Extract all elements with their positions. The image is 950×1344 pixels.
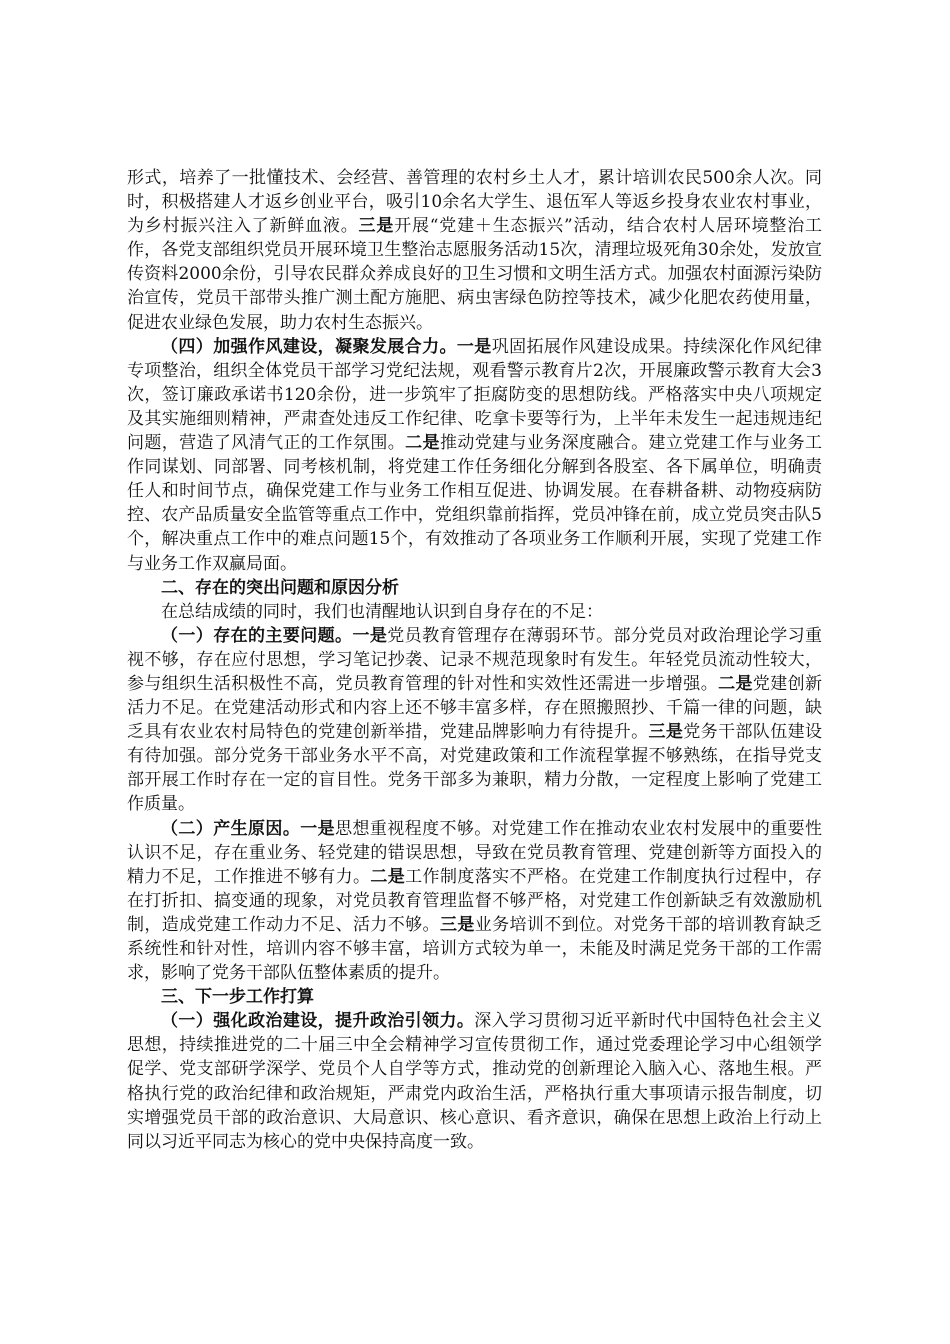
paragraph-text: 形式，培养了一批懂技术、会经营、善管理的农村乡土人才，累计培训农民500余人次。同时，积极搭建人才返乡创业平台，吸引10余名大学生、退伍军人等返乡投身农业农村事业，为乡村振兴注入了新鲜血液。 xyxy=(127,168,822,237)
paragraph-main-problems xyxy=(127,624,822,817)
section-lead: （二）产生原因。 xyxy=(161,818,301,839)
section-lead: （四）加强作风建设，凝聚发展合力。 xyxy=(161,336,457,357)
paragraph-text: 推动党建与业务深度融合。建立党建工作与业务工作同谋划、同部署、同考核机制，将党建工作任务细化分解到各股室、各下属单位，明确责任人和时间节点，确保党建工作与业务工作相互促进、协调发展。在春耕备耕、动物疫病防控、农产品质量安全监管等重点工作中，党组织靠前指挥，党员冲锋在前，成立党员突击队5个，解决重点工作中的难点问题15个，有效推动了各项业务工作顺利开展，实现了党建工作与业务工作双赢局面。 xyxy=(127,433,823,574)
paragraph-text: 党员教育管理存在薄弱环节。部分党员对政治理论学习重视不够，存在应付思想，学习笔记抄袭、记录不规范现象时有发生。年轻党员流动性较大，参与组织生活积极性不高，党员教育管理的针对性和实效性还需进一步增强。 xyxy=(127,625,823,694)
emphasis-label: 一是 xyxy=(352,625,388,646)
paragraph-intro: 在总结成绩的同时，我们也清醒地认识到自身存在的不足： xyxy=(161,601,603,622)
section-heading-problems: 二、存在的突出问题和原因分析 xyxy=(161,577,399,598)
section-heading-next-steps: 三、下一步工作打算 xyxy=(161,987,314,1008)
paragraph-text: 深入学习贯彻习近平新时代中国特色社会主义思想，持续推进党的二十届三中全会精神学习宣传贯彻工作，通过党委理论学习中心组领学促学、党支部研学深学、党员个人自学等方式，推动党的创新理论入脑入心、落地生根。严格执行党的政治纪律和政治规矩，严肃党内政治生活，严格执行重大事项请示报告制度，切实增强党员干部的政治意识、大局意识、核心意识、看齐意识，确保在思想上政治上行动上同以习近平同志为核心的党中央保持高度一致。 xyxy=(127,1011,822,1152)
emphasis-label: 二是 xyxy=(718,673,753,694)
emphasis-label: 一是 xyxy=(456,336,492,357)
emphasis-label: 二是 xyxy=(370,866,406,887)
paragraph-text: 思想重视程度不够。对党建工作在推动农业农村发展中的重要性认识不足，存在重业务、轻党建的错误思想，导致在党员教育管理、党建创新等方面投入的精力不足，工作推进不够有力。 xyxy=(127,818,823,887)
paragraph-text: 工作制度落实不严格。在党建工作制度执行过程中，存在打折扣、搞变通的现象，对党员教育管理监督不够严格，对党建工作创新缺乏有效激励机制，造成党建工作动力不足、活力不够。 xyxy=(127,866,823,935)
paragraph-text: 党务干部队伍建设有待加强。部分党务干部业务水平不高，对党建政策和工作流程掌握不够熟练，在指导党支部开展工作时存在一定的盲目性。党务干部多为兼职，精力分散，一定程度上影响了党建工作质量。 xyxy=(127,722,823,815)
emphasis-label: 三是 xyxy=(439,914,475,935)
emphasis-label: 一是 xyxy=(300,818,336,839)
paragraph-political-building xyxy=(127,1009,822,1154)
paragraph-talent-ecology xyxy=(127,166,822,335)
paragraph-causes xyxy=(127,817,822,986)
document-page xyxy=(127,166,822,1154)
section-lead: （一）强化政治建设，提升政治引领力。 xyxy=(161,1011,475,1032)
paragraph-text: 党建创新活力不足。在党建活动形式和内容上还不够丰富多样，存在照搬照抄、千篇一律的问题，缺乏具有农业农村局特色的党建创新举措，党建品牌影响力有待提升。 xyxy=(127,673,823,743)
emphasis-label: 三是 xyxy=(358,216,395,237)
emphasis-label: 三是 xyxy=(648,722,684,743)
paragraph-work-style xyxy=(127,335,822,576)
paragraph-text: 巩固拓展作风建设成果。持续深化作风纪律专项整治，组织全体党员干部学习党纪法规，观看警示教育片2次，开展廉政警示教育大会3次，签订廉政承诺书120余份，进一步筑牢了拒腐防变的思想防线。严格落实中央八项规定及其实施细则精神，严肃查处违反工作纪律、吃拿卡要等行为，上半年未发生一起违规违纪问题，营造了风清气正的工作氛围。 xyxy=(127,336,823,454)
paragraph-text: 开展“党建＋生态振兴”活动，结合农村人居环境整治工作，各党支部组织党员开展环境卫生整治志愿服务活动15次，清理垃圾死角30余处，发放宣传资料2000余份，引导农民群众养成良好的卫生习惯和文明生活方式。加强农村面源污染防治宣传，党员干部带头推广测土配方施肥、病虫害绿色防控等技术，减少化肥农药使用量，促进农业绿色发展，助力农村生态振兴。 xyxy=(127,216,823,333)
section-lead: （一）存在的主要问题。 xyxy=(161,625,353,646)
paragraph-text: 业务培训不到位。对党务干部的培训教育缺乏系统性和针对性，培训内容不够丰富，培训方式较为单一，未能及时满足党务干部的工作需求，影响了党务干部队伍整体素质的提升。 xyxy=(127,914,823,984)
emphasis-label: 二是 xyxy=(405,433,440,454)
